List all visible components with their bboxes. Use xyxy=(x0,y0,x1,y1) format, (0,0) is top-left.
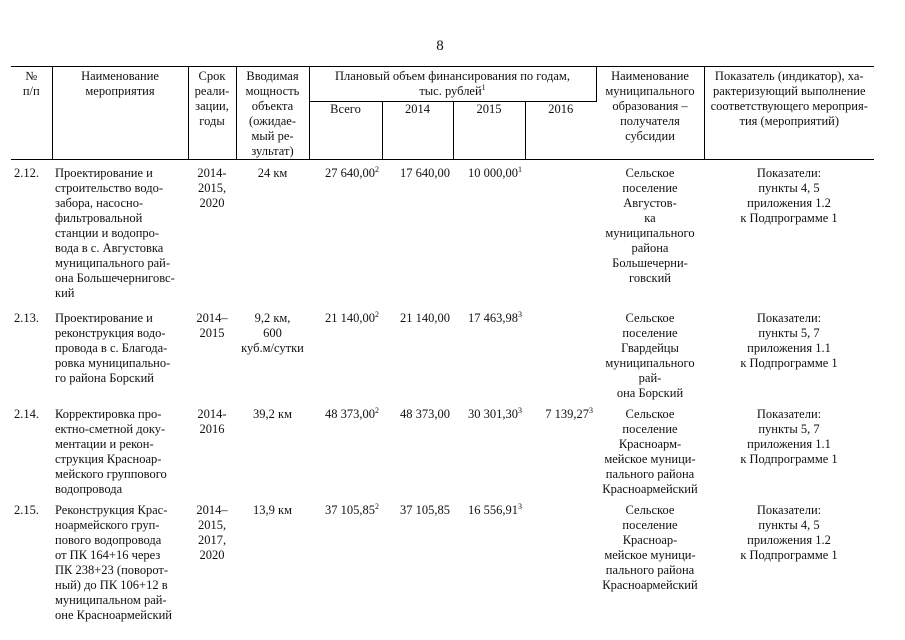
header-year-2014: 2014 xyxy=(382,102,453,160)
financing-2015: 30 301,30$^3$ xyxy=(468,405,522,421)
table-row xyxy=(11,497,874,623)
capacity: 24 км xyxy=(257,166,288,180)
table-row xyxy=(11,301,874,401)
header-municipality: Наименование муниципального образования – получателя субсидии xyxy=(596,67,704,160)
header-total: Всего xyxy=(309,102,382,160)
municipality: Сельское поселение Красноар- мейское муници- пального района Красноармейский xyxy=(602,503,698,592)
measure-name: Корректировка про- ектно-сметной доку- ментации и рекон- струкция Красноар- мейского группового водопровода xyxy=(55,407,167,496)
measure-name: Реконструкция Крас- ноармейского груп- пового водопровода от ПК 164+16 через ПК 238+23 (поворот- ный) до ПК 106+12 в муниципальном рай- оне Красноармейский xyxy=(55,503,172,622)
row-number: 2.15. xyxy=(14,503,39,517)
capacity: 39,2 км xyxy=(253,407,292,421)
financing-total: 27 640,00$^2$ xyxy=(325,164,379,180)
header-year-2015: 2015 xyxy=(453,102,525,160)
financing-2014: 48 373,00 xyxy=(400,407,450,421)
header-term: Срок реали- зации, годы xyxy=(188,67,236,160)
financing-2015: 10 000,00$^1$ xyxy=(468,164,522,180)
financing-total: 21 140,00$^2$ xyxy=(325,309,379,325)
page-number: 8 xyxy=(436,38,444,54)
header-financing: Плановый объем финансирования по годам, тыс. рублей$^1$ xyxy=(309,67,596,102)
table-row xyxy=(11,401,874,497)
financing-2014: 37 105,85 xyxy=(400,503,450,517)
financing-total: 48 373,00$^2$ xyxy=(325,405,379,421)
municipality: Сельское поселение Гвардейцы муниципального рай- она Борский xyxy=(605,311,695,400)
implementation-term: 2014– 2015, 2017, 2020 xyxy=(196,503,228,562)
financing-total: 37 105,85$^2$ xyxy=(325,501,379,517)
header-num: № п/п xyxy=(11,67,52,160)
header-capacity: Вводимая мощность объекта (ожидае- мый ре- зультат) xyxy=(236,67,309,160)
table-row xyxy=(11,160,874,302)
implementation-term: 2014– 2015 xyxy=(196,311,228,340)
header-indicator: Показатель (индикатор), ха- рактеризующий выполнение соответствующего мероприя- тия (мероприятий) xyxy=(704,67,874,160)
municipality: Сельское поселение Августов- ка муниципального района Большечерни- говский xyxy=(605,166,695,285)
financing-plan-table xyxy=(11,66,874,623)
header-year-2016: 2016 xyxy=(525,102,596,160)
indicator: Показатели: пункты 5, 7 приложения 1.1 к Подпрограмме 1 xyxy=(740,407,838,466)
financing-2016 xyxy=(525,301,596,401)
implementation-term: 2014- 2015, 2020 xyxy=(197,166,227,210)
financing-2014: 21 140,00 xyxy=(400,311,450,325)
financing-2016 xyxy=(525,497,596,623)
indicator: Показатели: пункты 5, 7 приложения 1.1 к Подпрограмме 1 xyxy=(740,311,838,370)
row-number: 2.13. xyxy=(14,311,39,325)
capacity: 9,2 км, 600 куб.м/сутки xyxy=(241,311,304,355)
financing-2015: 17 463,98$^3$ xyxy=(468,309,522,325)
row-number: 2.12. xyxy=(14,166,39,180)
measure-name: Проектирование и реконструкция водо- провода в с. Благода- ровка муниципально- го района Борский xyxy=(55,311,171,385)
financing-2014: 17 640,00 xyxy=(400,166,450,180)
implementation-term: 2014- 2016 xyxy=(197,407,227,436)
table-body xyxy=(11,160,874,624)
indicator: Показатели: пункты 4, 5 приложения 1.2 к Подпрограмме 1 xyxy=(740,503,838,562)
header-name: Наименование мероприятия xyxy=(52,67,188,160)
capacity: 13,9 км xyxy=(253,503,292,517)
financing-2016 xyxy=(525,160,596,302)
indicator: Показатели: пункты 4, 5 приложения 1.2 к Подпрограмме 1 xyxy=(740,166,838,225)
financing-2015: 16 556,91$^3$ xyxy=(468,501,522,517)
municipality: Сельское поселение Красноарм- мейское муници- пального района Красноармейский xyxy=(602,407,698,496)
row-number: 2.14. xyxy=(14,407,39,421)
measure-name: Проектирование и строительство водо- забора, насосно- фильтровальной станции и водопро- вода в с. Августовка муниципального рай- она Большечерниговс- кий xyxy=(55,166,175,300)
financing-2016: 7 139,27$^3$ xyxy=(545,405,593,421)
